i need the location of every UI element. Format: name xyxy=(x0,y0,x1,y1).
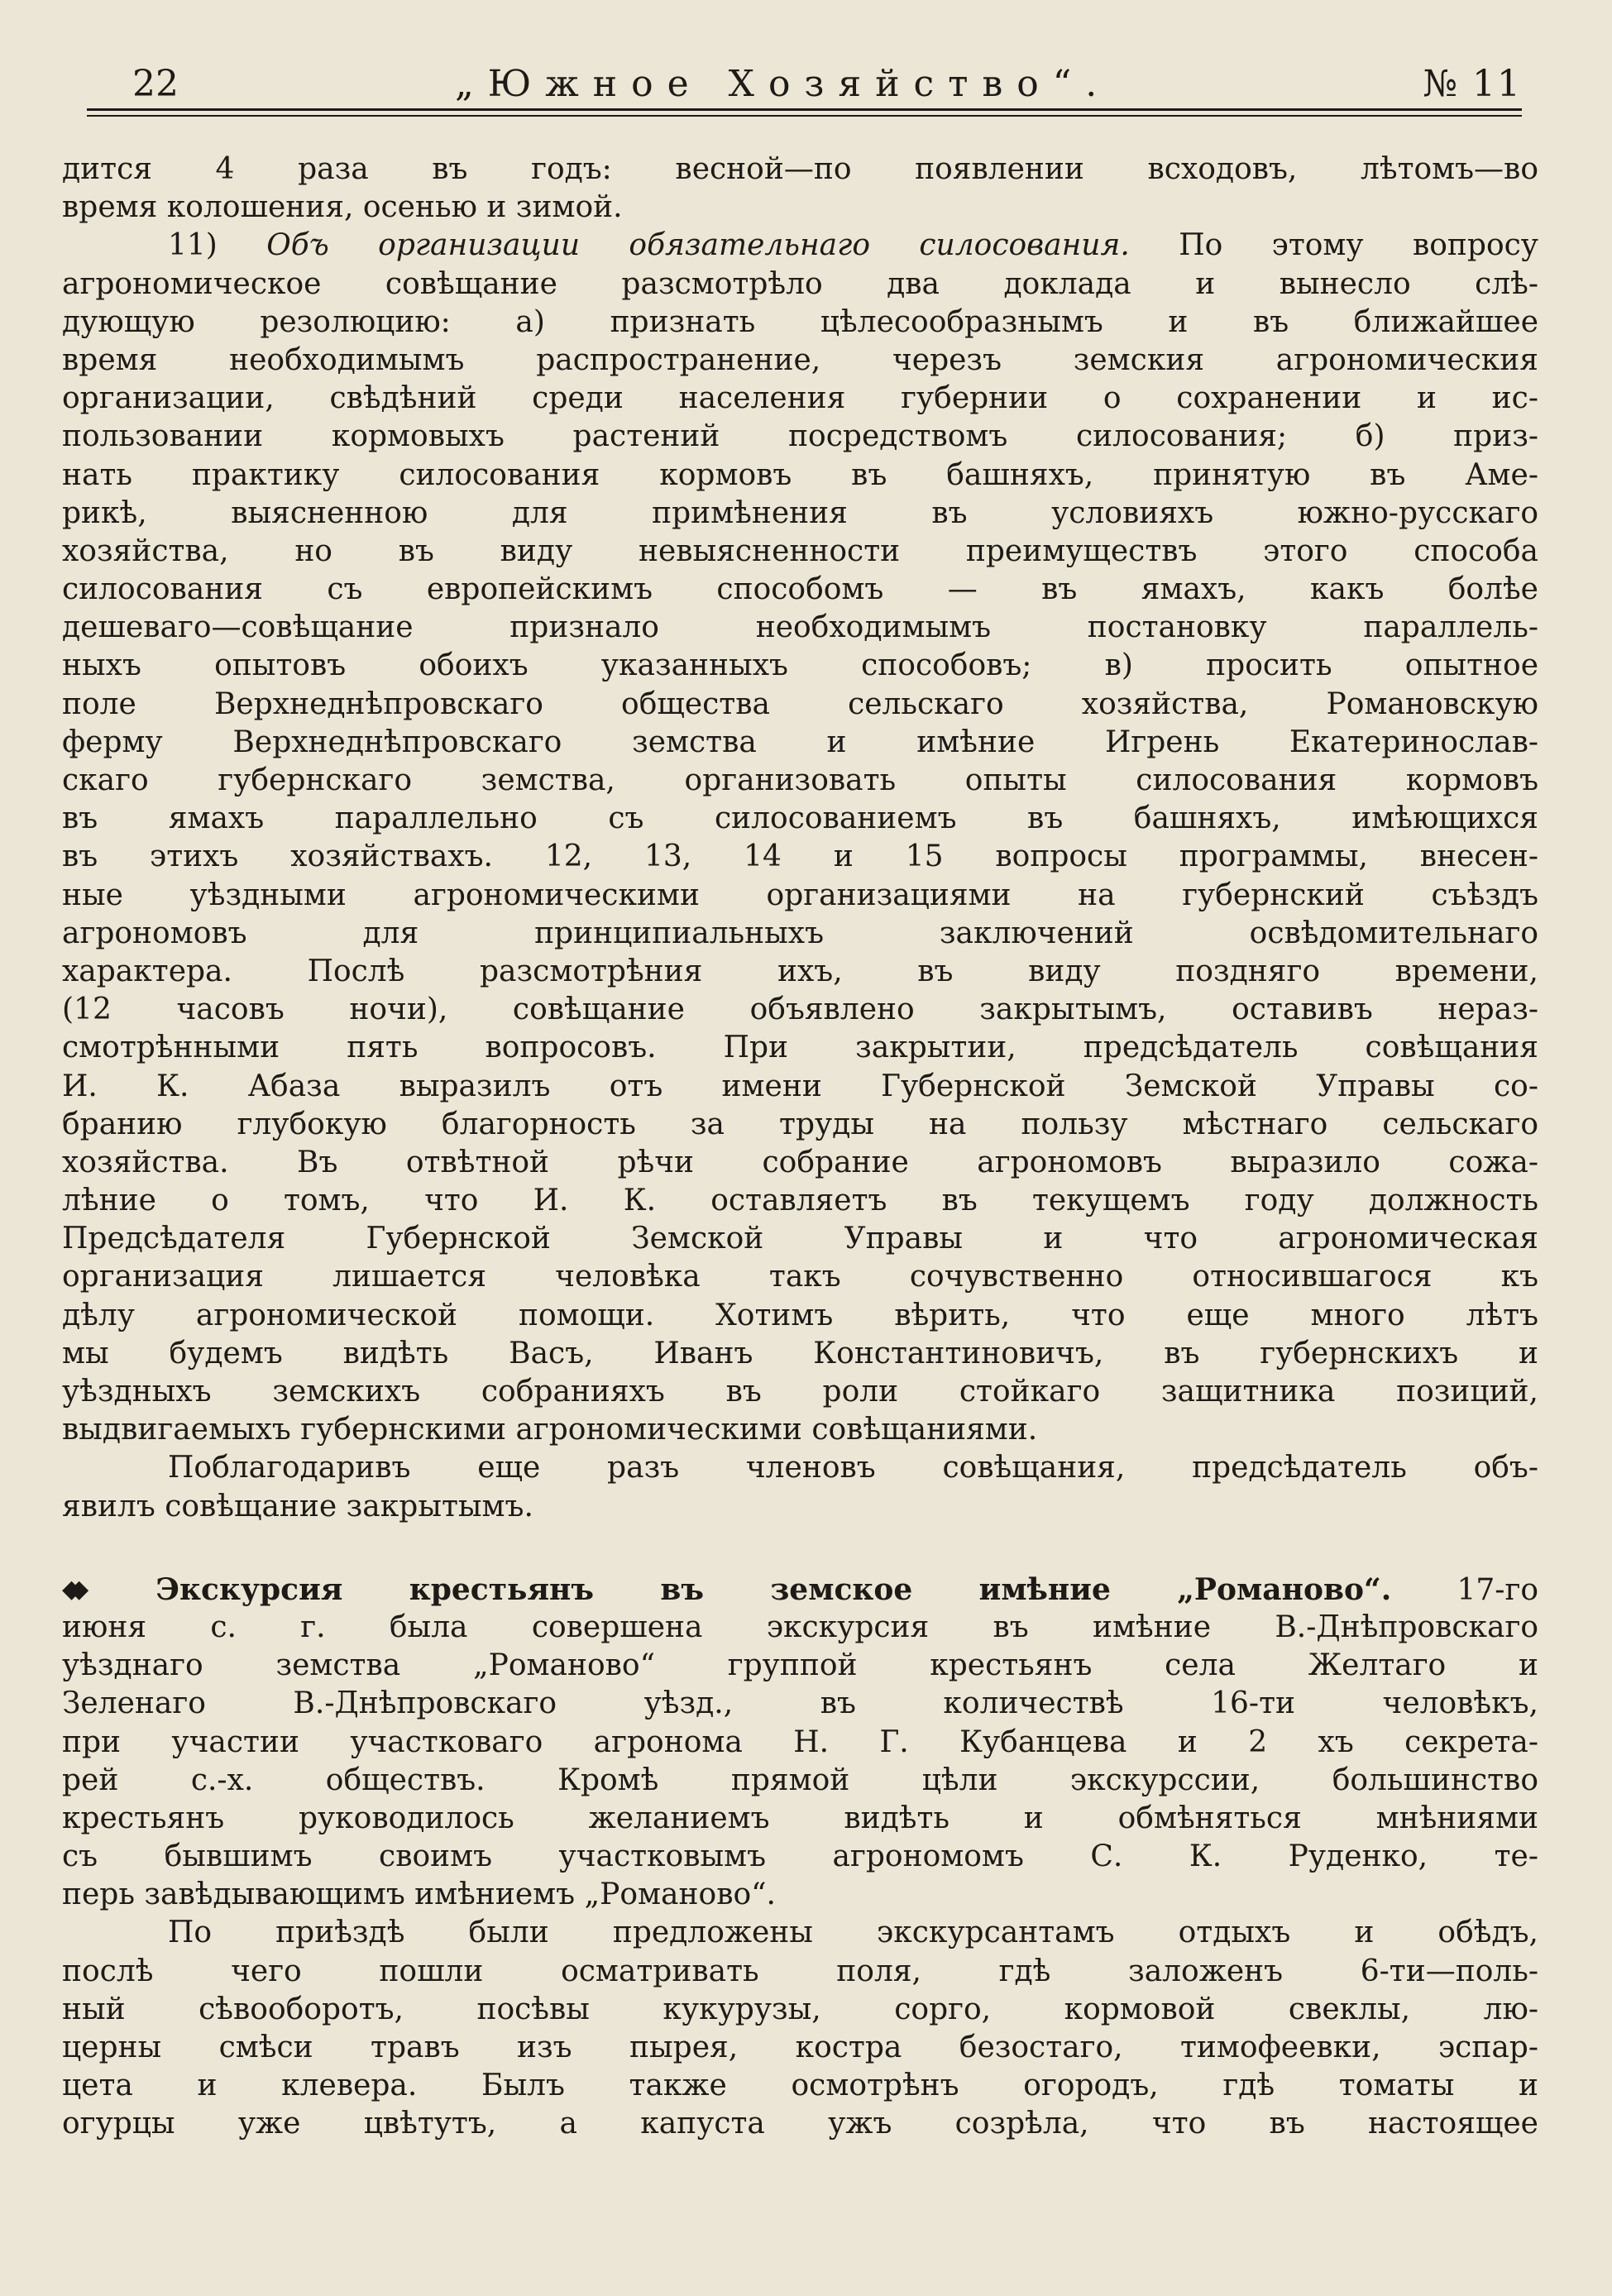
text-line: хозяйства, но въ виду невыясненности преимуществъ этого способа xyxy=(62,533,1538,568)
text-line: Предсѣдателя Губернской Земской Управы и что агрономическая xyxy=(62,1222,1538,1256)
text-line: дится 4 раза въ годъ: весной—по появлении всходовъ, лѣтомъ—во xyxy=(62,152,1538,186)
intro-paragraph xyxy=(62,151,1538,227)
text-line: организации, свѣдѣний среди населения губернии о сохранении и ис- xyxy=(62,381,1538,416)
page-number: 22 xyxy=(132,63,179,105)
item-11-paragraph xyxy=(62,265,1538,1450)
header-rule xyxy=(87,108,1522,111)
header-rule-thin xyxy=(87,115,1522,117)
text-line: По приѣздѣ были предложены экскурсантамъ отдыхъ и обѣдъ, xyxy=(168,1916,1538,1950)
text-line: нать практику силосования кормовъ въ башняхъ, принятую въ Аме- xyxy=(62,457,1538,492)
text-line: смотрѣнными пять вопросовъ. При закрытии, предсѣдатель совѣщания xyxy=(62,1031,1538,1065)
text-line: послѣ чего пошли осматривать поля, гдѣ заложенъ 6-ти—поль- xyxy=(62,1954,1538,1988)
text-line: агрономовъ для принципиальныхъ заключений освѣдомительнаго xyxy=(62,916,1538,950)
text-line: перь завѣдывающимъ имѣниемъ „Романово“. xyxy=(62,1877,776,1912)
item-first-line-rest: По этому вопросу xyxy=(1179,228,1538,263)
text-line: ферму Верхнеднѣпровскаго земства и имѣние Игрень Екатеринослав- xyxy=(62,725,1538,759)
text-line: силосования съ европейскимъ способомъ — въ ямахъ, какъ болѣе xyxy=(62,572,1538,607)
text-line: дешеваго—совѣщание признало необходимымъ постановку параллель- xyxy=(62,610,1538,645)
running-header xyxy=(87,58,1522,111)
text-line: церны смѣси травъ изъ пырея, костра безостаго, тимофеевки, эспар- xyxy=(62,2031,1538,2064)
item-11-first-line xyxy=(62,227,1538,265)
text-line: агрономическое совѣщание разсмотрѣло два доклада и вынесло слѣ- xyxy=(62,266,1538,301)
diamond-marker-icon: ◆◆ xyxy=(62,1574,78,1604)
text-line: рикѣ, выясненною для примѣнения въ условияхъ южно-русскаго xyxy=(62,495,1538,530)
text-line: ныхъ опытовъ обоихъ указанныхъ способовъ; в) просить опытное xyxy=(62,648,1538,683)
text-line: организация лишается человѣка такъ сочувственно относившагося къ xyxy=(62,1260,1538,1294)
closing-paragraph xyxy=(62,1449,1538,1525)
excursion-paragraph-2 xyxy=(62,1914,1538,2143)
text-line: поле Верхнеднѣпровскаго общества сельскаго хозяйства, Романовскую xyxy=(62,686,1538,721)
excursion-paragraph xyxy=(62,1609,1538,1915)
text-line: (12 часовъ ночи), совѣщание объявлено закрытымъ, оставивъ нераз- xyxy=(62,993,1538,1027)
text-line: ные уѣздными агрономическими организациями на губернский съѣздъ xyxy=(62,878,1538,912)
text-line: Зеленаго В.-Днѣпровскаго уѣзд., въ количествѣ 16-ти человѣкъ, xyxy=(62,1686,1538,1721)
text-line: выдвигаемыхъ губернскими агрономическими совѣщаниями. xyxy=(62,1413,1038,1447)
text-line: время необходимымъ распространение, черезъ земския агрономическия xyxy=(62,342,1538,377)
text-line: скаго губернскаго земства, организовать опыты силосования кормовъ xyxy=(62,763,1538,797)
excursion-headline: Экскурсия крестьянъ въ земское имѣние „Романово“. xyxy=(155,1571,1392,1607)
text-line: Поблагодаривъ еще разъ членовъ совѣщания, предсѣдатель объ- xyxy=(168,1451,1538,1485)
section-gap xyxy=(62,1526,1538,1571)
text-line: въ ямахъ параллельно съ силосованиемъ въ башняхъ, имѣющихся xyxy=(62,801,1538,836)
article-body xyxy=(62,151,1538,2144)
text-line: хозяйства. Въ отвѣтной рѣчи собрание агрономовъ выразило сожа- xyxy=(62,1145,1538,1179)
text-line: рей с.-х. обществъ. Кромѣ прямой цѣли экскурссии, большинство xyxy=(62,1763,1538,1797)
item-topic: Объ организации обязательнаго силосования. xyxy=(266,228,1130,263)
text-line: лѣние о томъ, что И. К. оставляетъ въ текущемъ году должность xyxy=(62,1184,1538,1218)
text-line: пользовании кормовыхъ растений посредствомъ силосования; б) приз- xyxy=(62,419,1538,454)
text-line: уѣзднаго земства „Романово“ группой крестьянъ села Желтаго и xyxy=(62,1648,1538,1683)
excursion-first-line-rest: 17-го xyxy=(1457,1572,1538,1607)
journal-title: „Южное Хозяйство“. xyxy=(455,63,1112,105)
text-line: дѣлу агрономической помощи. Хотимъ вѣрить, что еще много лѣтъ xyxy=(62,1298,1538,1332)
text-line: явилъ совѣщание закрытымъ. xyxy=(62,1489,533,1523)
text-line: июня с. г. была совершена экскурсия въ имѣние В.-Днѣпровскаго xyxy=(62,1610,1538,1644)
text-line: дующую резолюцию: а) признать цѣлесообразнымъ и въ ближайшее xyxy=(62,304,1538,339)
text-line: ный сѣвооборотъ, посѣвы кукурузы, сорго, кормовой свеклы, лю- xyxy=(62,1992,1538,2026)
item-number: 11) xyxy=(168,228,218,263)
text-line: время колошения, осенью и зимой. xyxy=(62,190,623,225)
text-line: И. К. Абаза выразилъ отъ имени Губернской Земской Управы со- xyxy=(62,1069,1538,1103)
excursion-first-line xyxy=(62,1571,1538,1609)
text-line: бранию глубокую благорность за труды на пользу мѣстнаго сельскаго xyxy=(62,1107,1538,1141)
text-line: при участии участковаго агронома Н. Г. Кубанцева и 2 хъ секрета- xyxy=(62,1724,1538,1759)
text-line: съ бывшимъ своимъ участковымъ агрономомъ С. К. Руденко, те- xyxy=(62,1839,1538,1874)
text-line: мы будемъ видѣть Васъ, Иванъ Константиновичъ, въ губернскихъ и xyxy=(62,1336,1538,1370)
text-line: характера. Послѣ разсмотрѣния ихъ, въ виду поздняго времени, xyxy=(62,954,1538,988)
issue-number: № 11 xyxy=(1423,63,1522,105)
text-line: въ этихъ хозяйствахъ. 12, 13, 14 и 15 вопросы программы, внесен- xyxy=(62,839,1538,874)
text-line: огурцы уже цвѣтутъ, а капуста ужъ созрѣла, что въ настоящее xyxy=(62,2107,1538,2141)
text-line: уѣздныхъ земскихъ собранияхъ въ роли стойкаго защитника позиций, xyxy=(62,1375,1538,1409)
text-line: цета и клевера. Былъ также осмотрѣнъ огородъ, гдѣ томаты и xyxy=(62,2069,1538,2103)
text-line: крестьянъ руководилось желаниемъ видѣть и обмѣняться мнѣниями xyxy=(62,1801,1538,1835)
